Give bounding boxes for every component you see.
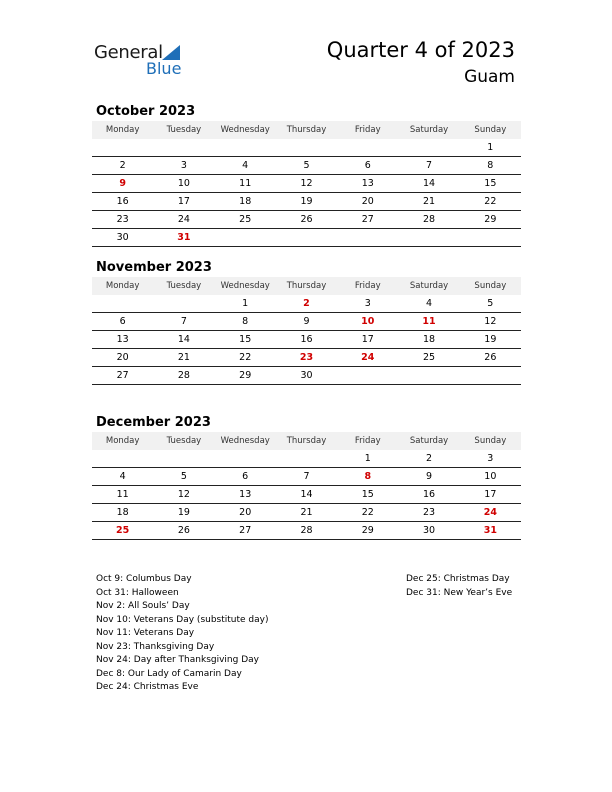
- day-cell: 11: [422, 316, 436, 327]
- week-row: [92, 295, 521, 313]
- day-cell: 15: [484, 178, 497, 189]
- day-cell: [276, 139, 337, 156]
- day-cell: 22: [484, 196, 497, 207]
- week-row: [92, 486, 521, 504]
- day-cell: 17: [484, 489, 497, 500]
- holiday-item: Nov 23: Thanksgiving Day: [96, 641, 215, 652]
- day-cell: [153, 295, 214, 312]
- weekday-label: Monday: [105, 125, 140, 135]
- day-cell: 7: [303, 471, 310, 482]
- day-cell: 29: [484, 214, 497, 225]
- day-cell: 9: [303, 316, 310, 327]
- day-cell: 4: [242, 160, 249, 171]
- day-cell: 19: [177, 507, 190, 518]
- day-cell: 4: [119, 471, 126, 482]
- day-cell: 16: [116, 196, 129, 207]
- day-cell: 3: [487, 453, 494, 464]
- day-cell: [92, 139, 153, 156]
- logo-text-general: General: [94, 42, 163, 63]
- page-title: Quarter 4 of 2023: [326, 38, 515, 62]
- day-cell: 12: [300, 178, 313, 189]
- day-cell: 23: [423, 507, 436, 518]
- day-cell: 14: [423, 178, 436, 189]
- day-cell: [276, 229, 337, 246]
- day-cell: 20: [361, 196, 374, 207]
- weekday-header-row: [92, 432, 521, 450]
- day-cell: 15: [361, 489, 374, 500]
- day-cell: 26: [484, 352, 497, 363]
- day-cell: 10: [484, 471, 497, 482]
- day-cell: 11: [116, 489, 129, 500]
- day-cell: [460, 367, 521, 384]
- day-cell: 25: [116, 525, 130, 536]
- day-cell: 7: [426, 160, 433, 171]
- day-cell: 8: [242, 316, 249, 327]
- month-title: November 2023: [96, 260, 212, 275]
- day-cell: 9: [119, 178, 126, 189]
- week-row: [92, 349, 521, 367]
- holiday-list-right: [406, 573, 512, 600]
- day-cell: 28: [423, 214, 436, 225]
- day-cell: 14: [177, 334, 190, 345]
- weekday-label: Monday: [105, 281, 140, 291]
- day-cell: 12: [484, 316, 497, 327]
- day-cell: 21: [300, 507, 313, 518]
- day-cell: 28: [300, 525, 313, 536]
- day-cell: 5: [180, 471, 187, 482]
- day-cell: 6: [364, 160, 371, 171]
- day-cell: 4: [426, 298, 433, 309]
- weekday-label: Saturday: [409, 281, 449, 291]
- day-cell: 23: [116, 214, 129, 225]
- day-cell: 14: [300, 489, 313, 500]
- weekday-label: Wednesday: [220, 125, 270, 135]
- day-cell: 10: [361, 316, 375, 327]
- weekday-label: Friday: [354, 436, 381, 446]
- day-cell: 8: [487, 160, 494, 171]
- weekday-label: Friday: [354, 281, 381, 291]
- weekday-label: Saturday: [409, 436, 449, 446]
- day-cell: 19: [484, 334, 497, 345]
- week-row: [92, 522, 521, 540]
- weekday-header-row: [92, 277, 521, 295]
- day-cell: 22: [361, 507, 374, 518]
- day-cell: 18: [116, 507, 129, 518]
- day-cell: [153, 450, 214, 467]
- week-row: [92, 175, 521, 193]
- day-cell: 2: [119, 160, 126, 171]
- day-cell: 3: [364, 298, 371, 309]
- day-cell: 24: [177, 214, 190, 225]
- day-cell: [398, 229, 459, 246]
- weekday-label: Sunday: [474, 125, 507, 135]
- month-october: [92, 103, 521, 247]
- day-cell: 27: [361, 214, 374, 225]
- day-cell: 30: [300, 370, 313, 381]
- day-cell: 20: [116, 352, 129, 363]
- day-cell: 10: [177, 178, 190, 189]
- day-cell: [92, 450, 153, 467]
- day-cell: 20: [239, 507, 252, 518]
- weekday-label: Tuesday: [166, 436, 202, 446]
- day-cell: 29: [361, 525, 374, 536]
- day-cell: [398, 367, 459, 384]
- day-cell: [215, 450, 276, 467]
- day-cell: [92, 295, 153, 312]
- day-cell: 24: [361, 352, 375, 363]
- month-title: December 2023: [96, 415, 211, 430]
- day-cell: 21: [423, 196, 436, 207]
- weekday-header-row: [92, 121, 521, 139]
- day-cell: [337, 139, 398, 156]
- day-cell: 28: [177, 370, 190, 381]
- day-cell: 3: [180, 160, 187, 171]
- day-cell: 30: [423, 525, 436, 536]
- day-cell: 1: [242, 298, 249, 309]
- logo-triangle-icon: [162, 45, 180, 60]
- weekday-label: Thursday: [286, 125, 327, 135]
- week-row: [92, 313, 521, 331]
- day-cell: 16: [300, 334, 313, 345]
- month-december: [92, 414, 521, 540]
- day-cell: 1: [364, 453, 371, 464]
- day-cell: 19: [300, 196, 313, 207]
- day-cell: 18: [423, 334, 436, 345]
- week-row: [92, 331, 521, 349]
- day-cell: 9: [426, 471, 433, 482]
- day-cell: 17: [361, 334, 374, 345]
- day-cell: [460, 229, 521, 246]
- week-row: [92, 504, 521, 522]
- day-cell: [276, 450, 337, 467]
- day-cell: 25: [423, 352, 436, 363]
- day-cell: 26: [177, 525, 190, 536]
- day-cell: 31: [483, 525, 497, 536]
- weekday-label: Thursday: [286, 281, 327, 291]
- weekday-label: Monday: [105, 436, 140, 446]
- week-row: [92, 211, 521, 229]
- day-cell: [398, 139, 459, 156]
- day-cell: 11: [239, 178, 252, 189]
- holiday-item: Dec 24: Christmas Eve: [96, 682, 199, 692]
- day-cell: 25: [239, 214, 252, 225]
- day-cell: [153, 139, 214, 156]
- day-cell: 30: [116, 232, 129, 243]
- holiday-item: Dec 8: Our Lady of Camarin Day: [96, 668, 242, 679]
- day-cell: 2: [303, 298, 310, 309]
- day-cell: 22: [239, 352, 252, 363]
- weekday-label: Wednesday: [220, 281, 270, 291]
- day-cell: [215, 139, 276, 156]
- generalblue-logo: [94, 42, 194, 82]
- day-cell: 18: [239, 196, 252, 207]
- weekday-label: Tuesday: [166, 281, 202, 291]
- week-row: [92, 229, 521, 247]
- day-cell: 7: [180, 316, 187, 327]
- day-cell: 13: [361, 178, 374, 189]
- holiday-item: Nov 11: Veterans Day: [96, 628, 195, 638]
- day-cell: 21: [177, 352, 190, 363]
- holiday-item: Nov 24: Day after Thanksgiving Day: [96, 655, 259, 665]
- weekday-label: Friday: [354, 125, 381, 135]
- day-cell: 31: [177, 232, 191, 243]
- page-subtitle: Guam: [464, 67, 515, 87]
- day-cell: 12: [177, 489, 190, 500]
- day-cell: 16: [423, 489, 436, 500]
- week-row: [92, 450, 521, 468]
- day-cell: [337, 367, 398, 384]
- holiday-list-left: [96, 573, 269, 695]
- week-row: [92, 367, 521, 385]
- weekday-label: Sunday: [474, 281, 507, 291]
- holiday-item: Nov 2: All Souls’ Day: [96, 601, 190, 611]
- holiday-item: Oct 9: Columbus Day: [96, 574, 192, 584]
- holiday-item: Nov 10: Veterans Day (substitute day): [96, 614, 269, 625]
- day-cell: 5: [303, 160, 310, 171]
- day-cell: 5: [487, 298, 494, 309]
- weekday-label: Saturday: [409, 125, 449, 135]
- weekday-label: Tuesday: [166, 125, 202, 135]
- day-cell: 17: [177, 196, 190, 207]
- day-cell: 13: [116, 334, 129, 345]
- day-cell: 6: [119, 316, 126, 327]
- month-november: [92, 259, 521, 385]
- month-title: October 2023: [96, 104, 196, 119]
- day-cell: 29: [239, 370, 252, 381]
- day-cell: 15: [239, 334, 252, 345]
- day-cell: 2: [426, 453, 433, 464]
- weekday-label: Wednesday: [220, 436, 270, 446]
- day-cell: 27: [116, 370, 129, 381]
- logo-text-blue: Blue: [146, 59, 182, 78]
- day-cell: 27: [239, 525, 252, 536]
- holiday-item: Dec 25: Christmas Day: [406, 574, 510, 584]
- weekday-label: Thursday: [286, 436, 327, 446]
- day-cell: 1: [487, 142, 494, 153]
- day-cell: 13: [239, 489, 252, 500]
- week-row: [92, 157, 521, 175]
- day-cell: [215, 229, 276, 246]
- holiday-item: Dec 31: New Year’s Eve: [406, 587, 513, 598]
- week-row: [92, 193, 521, 211]
- holiday-item: Oct 31: Halloween: [96, 587, 179, 598]
- week-row: [92, 468, 521, 486]
- week-row: [92, 139, 521, 157]
- day-cell: 24: [483, 507, 497, 518]
- day-cell: 8: [364, 471, 372, 482]
- weekday-label: Sunday: [474, 436, 507, 446]
- day-cell: 26: [300, 214, 313, 225]
- day-cell: [337, 229, 398, 246]
- day-cell: 6: [242, 471, 249, 482]
- day-cell: 23: [299, 352, 314, 363]
